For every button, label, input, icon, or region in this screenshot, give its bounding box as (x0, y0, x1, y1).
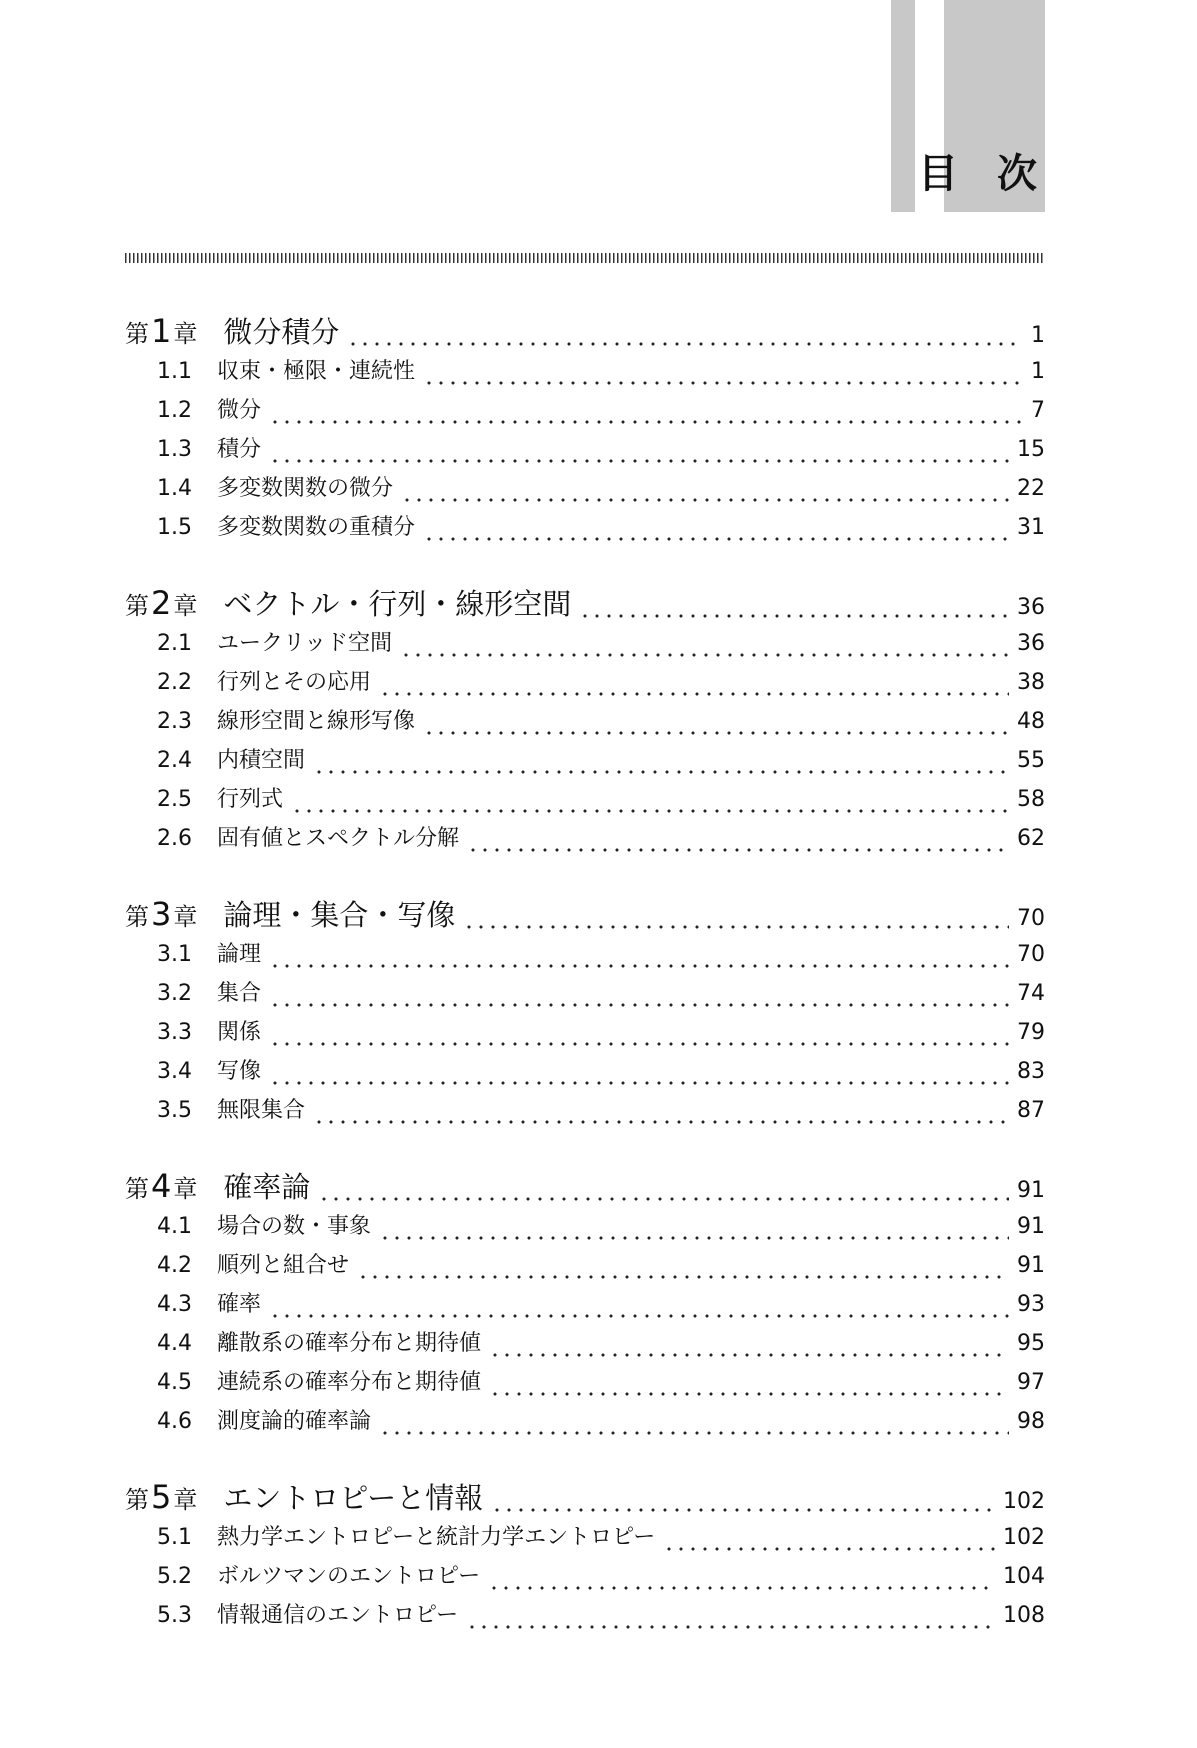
chapter-suffix: 章 (173, 1486, 198, 1514)
section-title: ユークリッド空間 (217, 631, 393, 656)
page-number: 91 (1017, 1214, 1045, 1239)
chapter-number: 3 (151, 895, 172, 933)
dot-leader (269, 964, 1009, 968)
page-number: 62 (1017, 826, 1045, 851)
page-number: 55 (1017, 748, 1045, 773)
dot-leader (663, 1547, 995, 1551)
dot-leader (269, 1003, 1009, 1007)
page-number: 108 (1003, 1603, 1045, 1628)
toc-section-entry (125, 1209, 1045, 1248)
dot-leader (579, 614, 1009, 618)
page-number: 48 (1017, 709, 1045, 734)
section-title: 線形空間と線形写像 (217, 709, 416, 734)
toc-section-entry (125, 976, 1045, 1015)
section-title: 固有値とスペクトル分解 (217, 826, 460, 851)
chapter-title: 微分積分 (223, 315, 340, 349)
toc-section-entry (125, 665, 1045, 704)
page-number: 98 (1017, 1409, 1045, 1434)
page-title-right: 次 (997, 150, 1045, 197)
page-number: 87 (1017, 1098, 1045, 1123)
page-number: 83 (1017, 1059, 1045, 1084)
chapter-prefix: 第 (125, 1175, 149, 1203)
dot-leader (466, 1625, 995, 1629)
dot-leader (489, 1392, 1009, 1396)
dot-leader (491, 1508, 995, 1512)
section-title: 離散系の確率分布と期待値 (217, 1331, 482, 1356)
chapter-title: 論理・集合・写像 (223, 898, 456, 932)
section-number: 4.3 (157, 1292, 192, 1317)
dot-leader (269, 459, 1009, 463)
section-number: 3.2 (157, 981, 192, 1006)
chapter-number: 5 (151, 1478, 172, 1516)
section-number: 2.4 (157, 748, 192, 773)
section-title: 多変数関数の微分 (217, 476, 394, 501)
page-number: 70 (1017, 942, 1045, 967)
page-number: 74 (1017, 981, 1045, 1006)
chapter-group (125, 1476, 1045, 1637)
chapter-number: 1 (151, 312, 172, 350)
toc-section-entry (125, 1015, 1045, 1054)
dot-leader (313, 1120, 1009, 1124)
section-title: 論理 (217, 942, 262, 967)
dot-leader (379, 1431, 1009, 1435)
dot-leader (291, 809, 1009, 813)
dot-leader (467, 848, 1009, 852)
toc-section-entry (125, 1054, 1045, 1093)
page-number: 97 (1017, 1370, 1045, 1395)
page-number: 91 (1017, 1253, 1045, 1278)
page-number: 102 (1003, 1489, 1045, 1514)
chapter-title: エントロピーと情報 (223, 1481, 484, 1515)
page-number: 38 (1017, 670, 1045, 695)
toc-section-entry (125, 704, 1045, 743)
section-number: 2.6 (157, 826, 192, 851)
dot-leader (269, 1042, 1009, 1046)
section-title: 内積空間 (217, 748, 306, 773)
section-title: 無限集合 (217, 1098, 306, 1123)
chapter-prefix: 第 (125, 903, 149, 931)
section-number: 3.3 (157, 1020, 192, 1045)
toc-section-entry (125, 937, 1045, 976)
toc-section-entry (125, 626, 1045, 665)
dot-leader (379, 692, 1009, 696)
page-number: 58 (1017, 787, 1045, 812)
toc-section-entry (125, 1287, 1045, 1326)
chapter-number: 2 (151, 584, 172, 622)
dot-leader (423, 537, 1009, 541)
dot-leader (463, 925, 1009, 929)
page-number: 95 (1017, 1331, 1045, 1356)
dot-leader (423, 731, 1009, 735)
section-title: 確率 (217, 1292, 262, 1317)
page-number: 22 (1017, 476, 1045, 501)
section-number: 4.6 (157, 1409, 192, 1434)
chapter-prefix: 第 (125, 1486, 149, 1514)
chapter-label (125, 1478, 197, 1516)
section-title: 測度論的確率論 (217, 1409, 372, 1434)
toc-section-entry (125, 1326, 1045, 1365)
toc-section-entry (125, 1404, 1045, 1443)
section-title: 微分 (217, 398, 262, 423)
chapter-number: 4 (151, 1167, 172, 1205)
chapter-group (125, 893, 1045, 1132)
toc-section-entry (125, 471, 1045, 510)
dot-leader (357, 1275, 1009, 1279)
section-number: 1.3 (157, 437, 192, 462)
section-number: 2.5 (157, 787, 192, 812)
page-number: 104 (1003, 1564, 1045, 1589)
section-number: 2.3 (157, 709, 192, 734)
toc-section-entry (125, 821, 1045, 860)
chapter-label (125, 895, 197, 933)
chapter-label (125, 584, 197, 622)
toc-section-entry (125, 743, 1045, 782)
section-title: 場合の数・事象 (217, 1214, 372, 1239)
header-rule (125, 253, 1045, 263)
toc-section-entry (125, 782, 1045, 821)
page-title-left: 目 (918, 150, 966, 197)
chapter-title: ベクトル・行列・線形空間 (223, 587, 572, 621)
page-number: 15 (1017, 437, 1045, 462)
dot-leader (269, 1314, 1009, 1318)
section-title: 集合 (217, 981, 262, 1006)
section-number: 1.4 (157, 476, 192, 501)
chapter-title: 確率論 (223, 1170, 311, 1204)
toc-section-entry (125, 432, 1045, 471)
toc-section-entry (125, 1598, 1045, 1637)
section-title: 連続系の確率分布と期待値 (217, 1370, 482, 1395)
section-number: 3.5 (157, 1098, 192, 1123)
page-number: 36 (1017, 631, 1045, 656)
toc-section-entry (125, 510, 1045, 549)
chapter-suffix: 章 (173, 592, 198, 620)
section-number: 4.5 (157, 1370, 192, 1395)
page-number: 91 (1017, 1178, 1045, 1203)
chapter-label (125, 312, 197, 350)
chapter-label (125, 1167, 197, 1205)
chapter-suffix: 章 (173, 1175, 198, 1203)
section-number: 5.3 (157, 1603, 192, 1628)
toc-chapter-entry (125, 893, 1045, 937)
toc-chapter-entry (125, 1165, 1045, 1209)
dot-leader (488, 1586, 995, 1590)
section-number: 4.4 (157, 1331, 192, 1356)
dot-leader (400, 653, 1009, 657)
page-number: 7 (1031, 398, 1045, 423)
chapter-suffix: 章 (173, 903, 198, 931)
toc-section-entry (125, 354, 1045, 393)
toc-section-entry (125, 1559, 1045, 1598)
section-title: 関係 (217, 1020, 262, 1045)
toc-chapter-entry (125, 310, 1045, 354)
section-number: 2.2 (157, 670, 192, 695)
section-title: 行列式 (217, 787, 284, 812)
dot-leader (318, 1197, 1009, 1201)
chapter-prefix: 第 (125, 320, 149, 348)
section-title: 情報通信のエントロピー (217, 1603, 459, 1628)
section-title: 写像 (217, 1059, 262, 1084)
toc-chapter-entry (125, 582, 1045, 626)
section-title: 積分 (217, 437, 262, 462)
page-number: 1 (1031, 323, 1045, 348)
page-number: 70 (1017, 906, 1045, 931)
section-number: 1.2 (157, 398, 192, 423)
toc-section-entry (125, 1248, 1045, 1287)
section-number: 1.1 (157, 359, 192, 384)
dot-leader (379, 1236, 1009, 1240)
section-number: 5.1 (157, 1525, 192, 1550)
toc-section-entry (125, 393, 1045, 432)
page-number: 36 (1017, 595, 1045, 620)
page-title (918, 140, 1045, 200)
section-number: 4.2 (157, 1253, 192, 1278)
page-number: 79 (1017, 1020, 1045, 1045)
toc-section-entry (125, 1520, 1045, 1559)
section-title: 順列と組合せ (217, 1253, 350, 1278)
section-number: 3.1 (157, 942, 192, 967)
dot-leader (489, 1353, 1009, 1357)
toc-chapter-entry (125, 1476, 1045, 1520)
chapter-group (125, 1165, 1045, 1443)
chapter-group (125, 310, 1045, 549)
chapter-suffix: 章 (173, 320, 198, 348)
toc-section-entry (125, 1093, 1045, 1132)
section-number: 5.2 (157, 1564, 192, 1589)
table-of-contents (125, 310, 1045, 1670)
section-number: 3.4 (157, 1059, 192, 1084)
chapter-prefix: 第 (125, 592, 149, 620)
dot-leader (269, 1081, 1009, 1085)
chapter-group (125, 582, 1045, 860)
section-title: ボルツマンのエントロピー (217, 1564, 481, 1589)
header-tab-bar-left (891, 0, 915, 212)
page-number: 93 (1017, 1292, 1045, 1317)
dot-leader (347, 342, 1023, 346)
section-title: 収束・極限・連続性 (217, 359, 416, 384)
section-number: 1.5 (157, 515, 192, 540)
section-number: 2.1 (157, 631, 192, 656)
dot-leader (313, 770, 1009, 774)
page-number: 102 (1003, 1525, 1045, 1550)
section-title: 行列とその応用 (217, 670, 372, 695)
dot-leader (423, 381, 1023, 385)
section-title: 多変数関数の重積分 (217, 515, 416, 540)
toc-section-entry (125, 1365, 1045, 1404)
dot-leader (269, 420, 1023, 424)
section-title: 熱力学エントロピーと統計力学エントロピー (217, 1525, 656, 1550)
section-number: 4.1 (157, 1214, 192, 1239)
page-number: 1 (1031, 359, 1045, 384)
dot-leader (401, 498, 1009, 502)
page-number: 31 (1017, 515, 1045, 540)
